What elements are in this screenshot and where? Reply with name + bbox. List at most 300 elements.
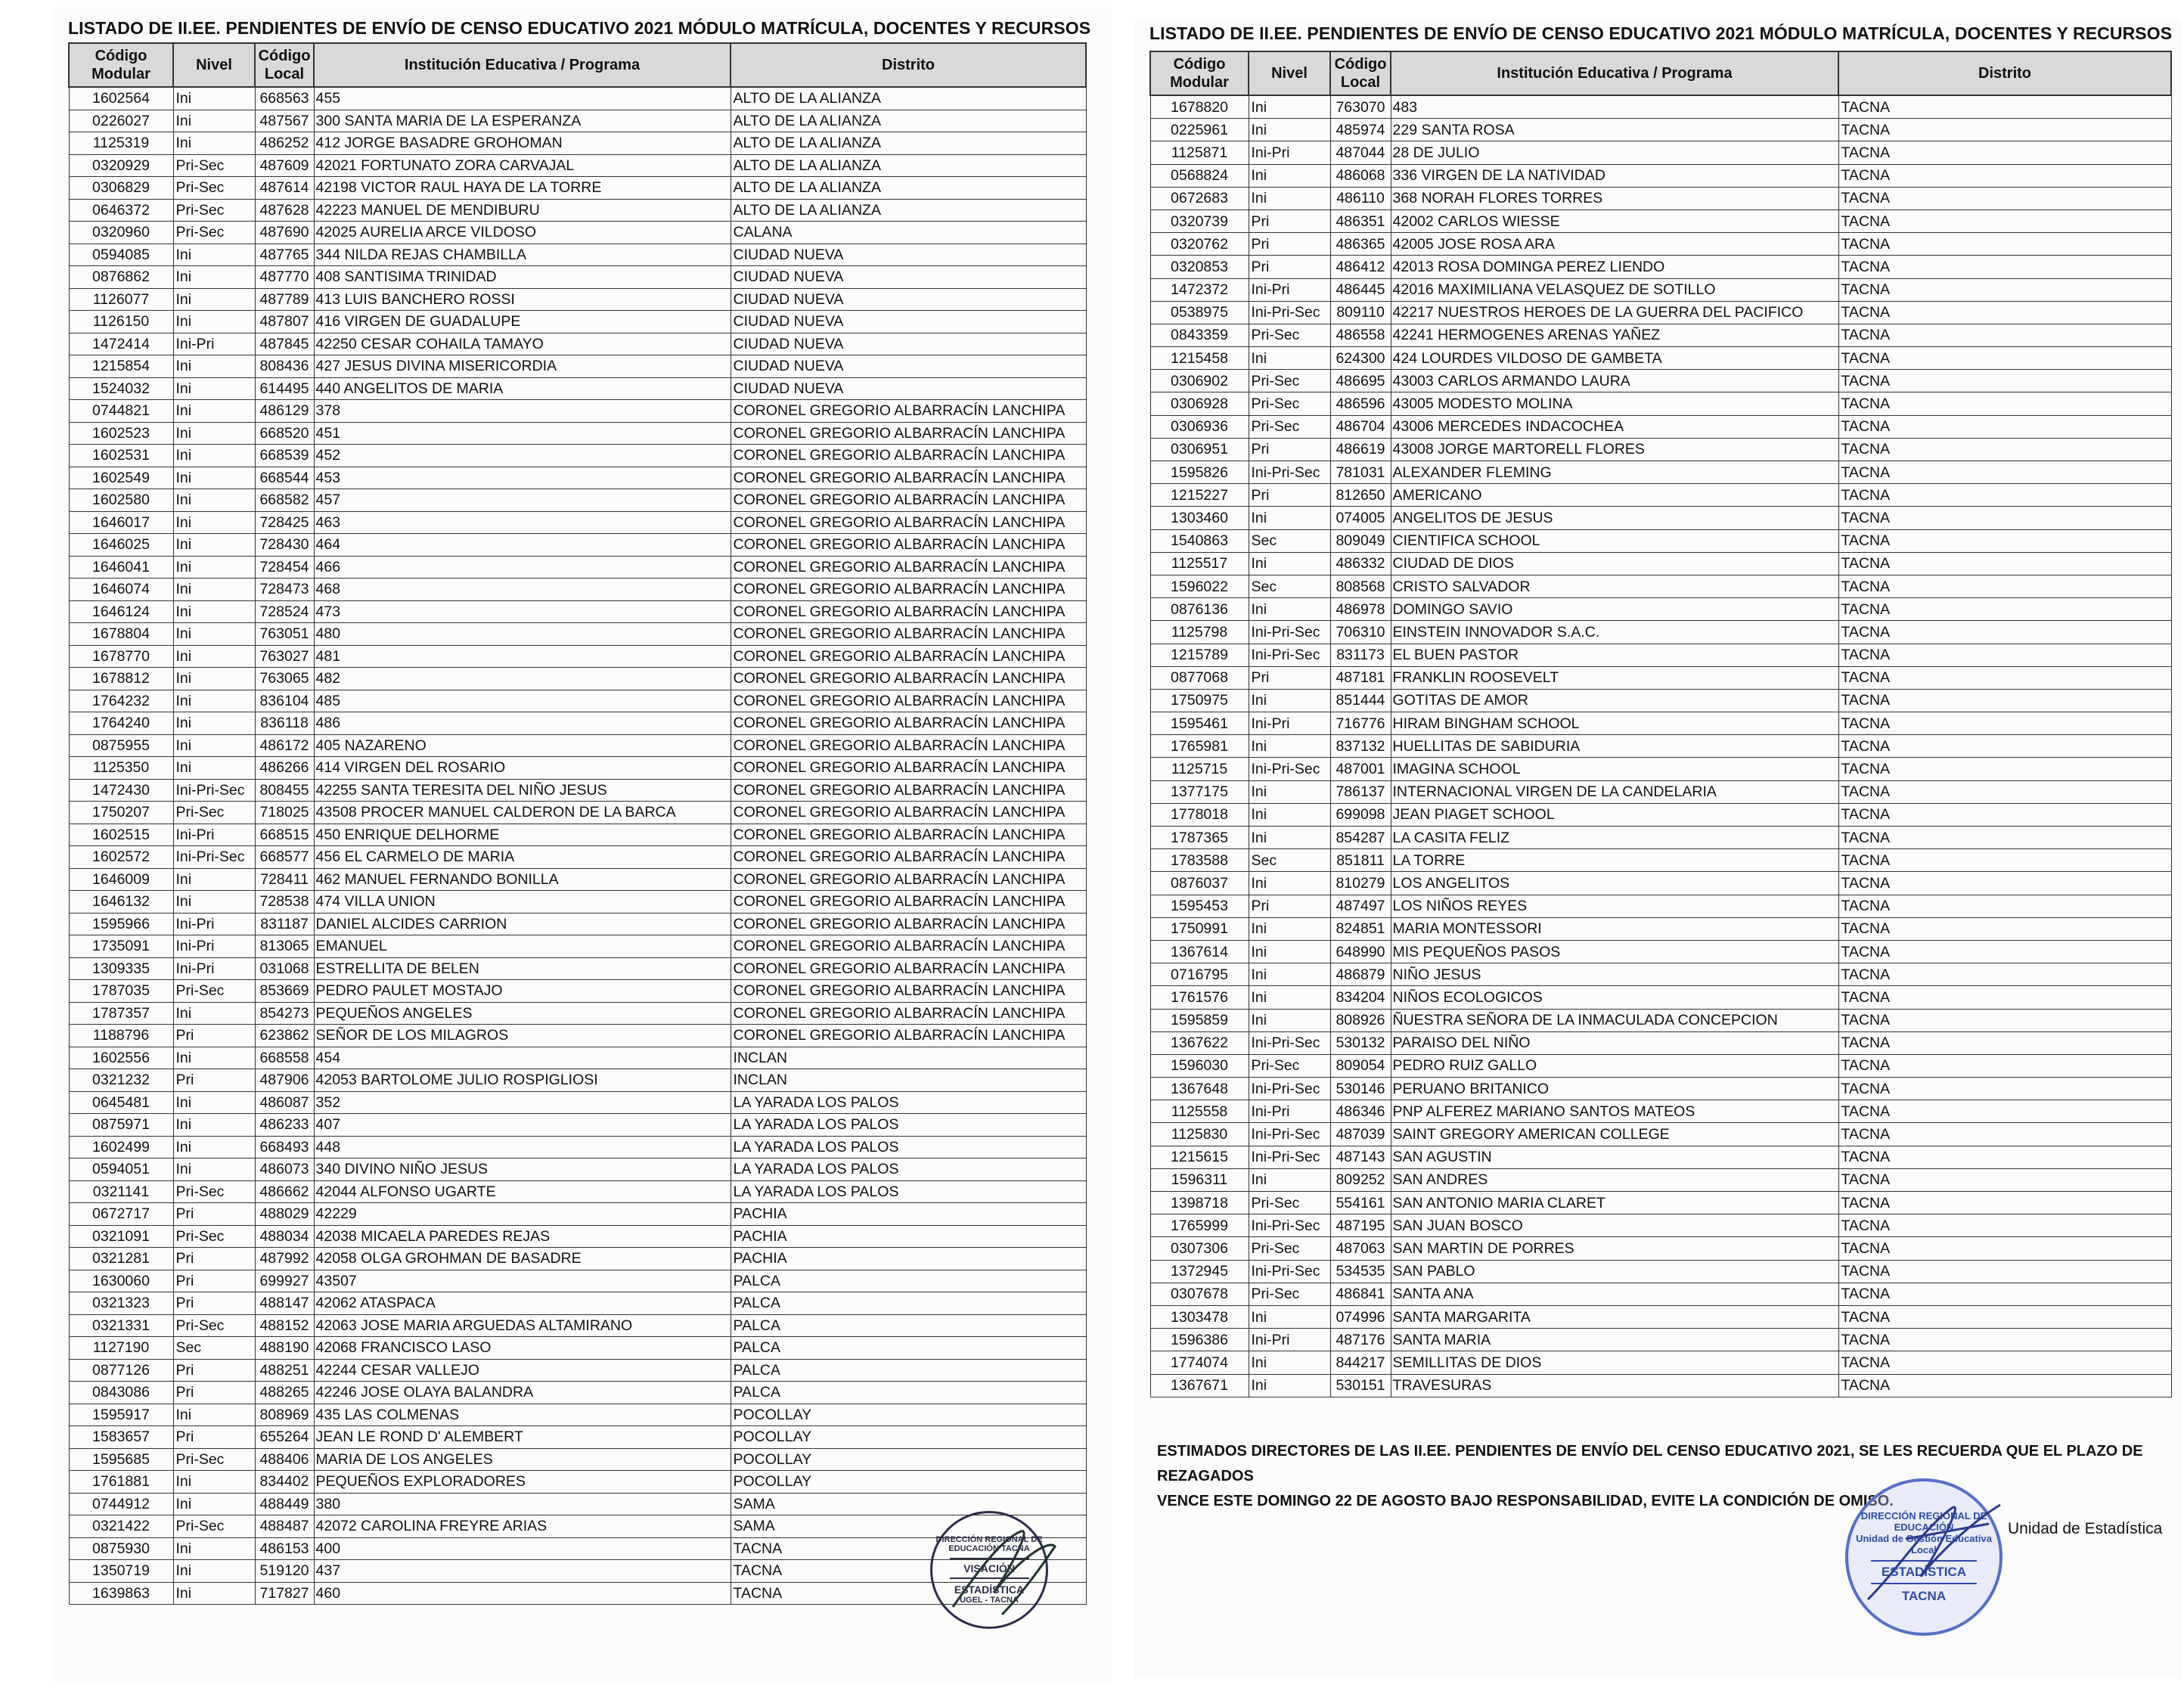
nivel-cell: Pri [1249,666,1330,689]
distrito-cell: TACNA [1838,1305,2171,1328]
distrito-cell: PALCA [731,1270,1086,1292]
table-row [1150,392,2171,415]
nivel-cell: Ini [1249,1351,1330,1374]
distrito-cell: CALANA [731,222,1086,244]
nivel-cell: Ini [173,132,255,155]
nivel-cell: Ini-Pri [1249,712,1330,735]
institucion-cell: EMANUEL [314,935,731,958]
nivel-cell: Ini [1249,963,1330,986]
institucion-cell: 42255 SANTA TERESITA DEL NIÑO JESUS [314,779,731,802]
distrito-cell: CORONEL GREGORIO ALBARRACÍN LANCHIPA [731,600,1086,623]
table-row [69,1025,1086,1047]
distrito-cell: CORONEL GREGORIO ALBARRACÍN LANCHIPA [731,489,1086,512]
codigo-local-cell: 668539 [255,445,314,467]
distrito-cell: TACNA [1838,164,2171,187]
distrito-cell: LA YARADA LOS PALOS [731,1091,1086,1114]
table-row [69,1337,1086,1360]
codigo-local-cell: 487195 [1330,1214,1391,1237]
codigo-modular-cell: 1764240 [69,712,173,735]
codigo-local-cell: 486978 [1330,598,1391,621]
codigo-local-cell: 851444 [1330,689,1391,712]
nivel-cell: Ini [173,757,255,780]
nivel-cell: Pri-Sec [173,1515,255,1538]
codigo-modular-cell: 1583657 [69,1426,173,1449]
institucion-cell: MARIA DE LOS ANGELES [314,1448,731,1471]
codigo-local-cell: 763027 [255,645,314,668]
codigo-local-cell: 809252 [1330,1168,1391,1191]
nivel-cell: Ini [173,110,255,132]
seal-inner-text: Unidad de Gestión Educativa Local [1856,1533,1992,1556]
table-row [69,1426,1086,1449]
codigo-modular-cell: 1472430 [69,779,173,802]
institucion-cell: 474 VILLA UNION [314,891,731,914]
codigo-local-cell: 668520 [255,422,314,445]
codigo-local-cell: 487765 [255,244,314,266]
codigo-modular-cell: 1678820 [1150,95,1249,119]
institucion-cell: EINSTEIN INNOVADOR S.A.C. [1391,621,1838,644]
table-row [1150,119,2171,141]
table-row [69,110,1086,132]
institucion-cell: 468 [314,579,731,601]
codigo-modular-cell: 1596386 [1150,1329,1249,1351]
codigo-modular-cell: 0646372 [69,199,173,222]
table-row [69,935,1086,958]
distrito-cell: CORONEL GREGORIO ALBARRACÍN LANCHIPA [731,445,1086,467]
institucion-cell: 407 [314,1114,731,1137]
nivel-cell: Ini [173,400,255,423]
institucion-cell: 473 [314,600,731,623]
notice-line-1: ESTIMADOS DIRECTORES DE LAS II.EE. PENDIENTES DE ENVÍO DEL CENSO EDUCATIVO 2021, SE LES RECUERDA QUE EL PLAZO DE REZAGADOS [1157,1443,2143,1484]
nivel-cell: Ini-Pri [1249,1100,1330,1123]
codigo-modular-cell: 1596030 [1150,1054,1249,1077]
institucion-cell: SAN AGUSTIN [1391,1146,1838,1168]
codigo-modular-cell: 1678770 [69,645,173,668]
nivel-cell: Pri-Sec [173,199,255,222]
nivel-cell: Pri-Sec [173,980,255,1003]
codigo-local-cell: 809110 [1330,301,1391,324]
nivel-cell: Pri-Sec [1249,1192,1330,1214]
codigo-local-cell: 853669 [255,980,314,1003]
codigo-modular-cell: 1761576 [1150,986,1249,1009]
institucion-cell: SANTA MARGARITA [1391,1305,1838,1328]
codigo-local-cell: 486596 [1330,392,1391,415]
nivel-cell: Ini [173,668,255,690]
header-nivel: Nivel [173,43,255,87]
institucion-cell: PARAISO DEL NIÑO [1391,1031,1838,1054]
distrito-cell: ALTO DE LA ALIANZA [731,110,1086,132]
codigo-modular-cell: 1765981 [1150,735,1249,758]
codigo-modular-cell: 1602523 [69,422,173,445]
distrito-cell: TACNA [1838,1283,2171,1305]
codigo-local-cell: 486445 [1330,278,1391,301]
codigo-local-cell: 623862 [255,1025,314,1047]
institucion-cell: 408 SANTISIMA TRINIDAD [314,266,731,289]
table-row [69,355,1086,378]
codigo-local-cell: 486704 [1330,415,1391,438]
distrito-cell: CIUDAD NUEVA [731,266,1086,289]
signature-icon [1860,1494,2012,1607]
table-row [69,712,1086,735]
nivel-cell: Ini [1249,827,1330,849]
codigo-modular-cell: 1783588 [1150,849,1249,872]
institucion-cell: FRANKLIN ROOSEVELT [1391,666,1838,689]
codigo-modular-cell: 0875955 [69,734,173,757]
nivel-cell: Ini-Pri-Sec [1249,1123,1330,1146]
stamp-center-text: VISACIÓN [950,1558,1029,1579]
distrito-cell: CIUDAD NUEVA [731,244,1086,266]
codigo-modular-cell: 1188796 [69,1025,173,1047]
table-row [1150,1305,2171,1328]
codigo-local-cell: 699927 [255,1270,314,1292]
institucion-cell: 435 LAS COLMENAS [314,1404,731,1426]
codigo-local-cell: 808436 [255,355,314,378]
nivel-cell: Ini-Pri-Sec [1249,1214,1330,1237]
table-row [69,779,1086,802]
distrito-cell: TACNA [1838,301,2171,324]
nivel-cell: Ini-Pri-Sec [1249,1146,1330,1168]
institucion-cell: PEDRO RUIZ GALLO [1391,1054,1838,1077]
table-row [1150,1031,2171,1054]
codigo-local-cell: 485974 [1330,119,1391,141]
right-table-body [1150,95,2171,1397]
institucion-cell: 482 [314,668,731,690]
table-row [69,87,1086,110]
institucion-cell: HIRAM BINGHAM SCHOOL [1391,712,1838,735]
institucion-cell: HUELLITAS DE SABIDURIA [1391,735,1838,758]
distrito-cell: CORONEL GREGORIO ALBARRACÍN LANCHIPA [731,556,1086,579]
nivel-cell: Ini [173,244,255,266]
codigo-local-cell: 728524 [255,600,314,623]
codigo-local-cell: 781031 [1330,461,1391,484]
codigo-modular-cell: 1646132 [69,891,173,914]
nivel-cell: Ini [1249,95,1330,119]
nivel-cell: Pri [173,1025,255,1047]
codigo-local-cell: 728425 [255,511,314,534]
institucion-cell: PERUANO BRITANICO [1391,1078,1838,1100]
distrito-cell: CIUDAD NUEVA [731,355,1086,378]
distrito-cell: CORONEL GREGORIO ALBARRACÍN LANCHIPA [731,400,1086,423]
distrito-cell: CORONEL GREGORIO ALBARRACÍN LANCHIPA [731,779,1086,802]
codigo-local-cell: 487845 [255,333,314,355]
codigo-modular-cell: 0744821 [69,400,173,423]
codigo-modular-cell: 0716795 [1150,963,1249,986]
table-row [1150,1351,2171,1374]
nivel-cell: Ini [173,891,255,914]
distrito-cell: CORONEL GREGORIO ALBARRACÍN LANCHIPA [731,422,1086,445]
codigo-modular-cell: 1472372 [1150,278,1249,301]
institucion-cell: SEÑOR DE LOS MILAGROS [314,1025,731,1047]
table-row [1150,712,2171,735]
distrito-cell: TACNA [1838,347,2171,370]
codigo-modular-cell: 0877126 [69,1359,173,1382]
codigo-modular-cell: 1125798 [1150,621,1249,644]
header-institucion: Institución Educativa / Programa [1391,51,1838,95]
nivel-cell: Ini [1249,1009,1330,1031]
table-row [1150,1123,2171,1146]
distrito-cell: TACNA [1838,849,2171,872]
table-row [69,1515,1086,1538]
institucion-cell: 466 [314,556,731,579]
codigo-modular-cell: 1126077 [69,288,173,311]
codigo-modular-cell: 1646025 [69,534,173,557]
table-row [69,980,1086,1003]
institucion-cell: ALEXANDER FLEMING [1391,461,1838,484]
notice-line-2: VENCE ESTE DOMINGO 22 DE AGOSTO BAJO RESPONSABILIDAD, EVITE LA CONDICIÓN DE OMISO. [1157,1493,1894,1509]
codigo-modular-cell: 1524032 [69,377,173,400]
codigo-modular-cell: 1646074 [69,579,173,601]
institucion-cell: PEQUEÑOS EXPLORADORES [314,1471,731,1494]
codigo-modular-cell: 0320762 [1150,233,1249,256]
institucion-cell: 464 [314,534,731,557]
codigo-modular-cell: 1646017 [69,511,173,534]
institucion-cell: 43003 CARLOS ARMANDO LAURA [1391,370,1838,392]
codigo-local-cell: 074005 [1330,507,1391,529]
codigo-modular-cell: 0320853 [1150,256,1249,278]
institucion-cell: 368 NORAH FLORES TORRES [1391,187,1838,209]
institucion-cell: PNP ALFEREZ MARIANO SANTOS MATEOS [1391,1100,1838,1123]
distrito-cell: TACNA [731,1560,1086,1583]
codigo-local-cell: 718025 [255,802,314,824]
institucion-cell: CIENTIFICA SCHOOL [1391,529,1838,552]
nivel-cell: Ini [1249,735,1330,758]
table-row [69,1270,1086,1292]
institucion-cell: DOMINGO SAVIO [1391,598,1838,621]
distrito-cell: TACNA [1838,1168,2171,1191]
table-row [1150,164,2171,187]
nivel-cell: Ini [173,511,255,534]
table-row [1150,1192,2171,1214]
institucion-cell: 42053 BARTOLOME JULIO ROSPIGLIOSI [314,1069,731,1092]
institucion-cell: LOS NIÑOS REYES [1391,895,1838,917]
codigo-local-cell: 486365 [1330,233,1391,256]
distrito-cell: INCLAN [731,1047,1086,1069]
institucion-cell: 463 [314,511,731,534]
nivel-cell: Ini [1249,689,1330,712]
nivel-cell: Ini-Pri-Sec [1249,461,1330,484]
nivel-cell: Pri [173,1382,255,1404]
nivel-cell: Ini [173,377,255,400]
table-row [1150,895,2171,917]
nivel-cell: Pri-Sec [1249,1237,1330,1260]
nivel-cell: Ini-Pri-Sec [1249,1260,1330,1283]
codigo-modular-cell: 1215227 [1150,484,1249,507]
distrito-cell: PACHIA [731,1203,1086,1226]
codigo-modular-cell: 1125350 [69,757,173,780]
nivel-cell: Ini-Pri-Sec [1249,758,1330,780]
left-page-title: LISTADO DE II.EE. PENDIENTES DE ENVÍO DE CENSO EDUCATIVO 2021 MÓDULO MATRÍCULA, DOCENTES Y RECURSOS [68,18,1091,38]
codigo-modular-cell: 1215854 [69,355,173,378]
codigo-local-cell: 486252 [255,132,314,155]
nivel-cell: Ini-Pri [173,935,255,958]
institucion-cell: IMAGINA SCHOOL [1391,758,1838,780]
codigo-modular-cell: 0226027 [69,110,173,132]
table-row [1150,1329,2171,1351]
distrito-cell: ALTO DE LA ALIANZA [731,199,1086,222]
distrito-cell: TACNA [1838,1260,2171,1283]
table-row [1150,1146,2171,1168]
nivel-cell: Ini [173,600,255,623]
institucion-cell: 42062 ATASPACA [314,1292,731,1315]
codigo-local-cell: 486412 [1330,256,1391,278]
codigo-local-cell: 487690 [255,222,314,244]
codigo-local-cell: 530132 [1330,1031,1391,1054]
distrito-cell: CORONEL GREGORIO ALBARRACÍN LANCHIPA [731,980,1086,1003]
distrito-cell: LA YARADA LOS PALOS [731,1180,1086,1203]
table-row [69,1448,1086,1471]
distrito-cell: TACNA [1838,1100,2171,1123]
institucion-cell: SAN PABLO [1391,1260,1838,1283]
codigo-modular-cell: 1215789 [1150,644,1249,666]
table-row [69,445,1086,467]
table-row [69,511,1086,534]
table-row [69,891,1086,914]
institucion-cell: 400 [314,1537,731,1560]
table-row [69,199,1086,222]
nivel-cell: Ini-Pri [1249,278,1330,301]
codigo-modular-cell: 1630060 [69,1270,173,1292]
codigo-local-cell: 486073 [255,1159,314,1181]
distrito-cell: POCOLLAY [731,1426,1086,1449]
codigo-modular-cell: 1750207 [69,802,173,824]
nivel-cell: Pri-Sec [1249,1283,1330,1305]
table-row [69,1248,1086,1270]
nivel-cell: Ini [173,1047,255,1069]
codigo-local-cell: 854287 [1330,827,1391,849]
distrito-cell: TACNA [731,1537,1086,1560]
institucion-cell: 352 [314,1091,731,1114]
distrito-cell: CORONEL GREGORIO ALBARRACÍN LANCHIPA [731,913,1086,935]
codigo-modular-cell: 1646041 [69,556,173,579]
distrito-cell: TACNA [1838,872,2171,895]
unidad-estadistica-label: Unidad de Estadística [2008,1520,2163,1537]
distrito-cell: CORONEL GREGORIO ALBARRACÍN LANCHIPA [731,846,1086,869]
distrito-cell: CIUDAD NUEVA [731,288,1086,311]
distrito-cell: PACHIA [731,1248,1086,1270]
nivel-cell: Ini [173,645,255,668]
distrito-cell: TACNA [1838,1374,2171,1397]
codigo-local-cell: 486129 [255,400,314,423]
distrito-cell: TACNA [1838,370,2171,392]
institucion-cell: 483 [1391,95,1838,119]
codigo-modular-cell: 0306902 [1150,370,1249,392]
codigo-modular-cell: 1372945 [1150,1260,1249,1283]
institucion-cell: 451 [314,422,731,445]
codigo-modular-cell: 1787365 [1150,827,1249,849]
nivel-cell: Ini [173,87,255,110]
nivel-cell: Pri-Sec [1249,392,1330,415]
table-row [1150,256,2171,278]
distrito-cell: TACNA [1838,95,2171,119]
nivel-cell: Ini [1249,1168,1330,1191]
codigo-local-cell: 486068 [1330,164,1391,187]
nivel-cell: Ini [173,534,255,557]
codigo-modular-cell: 0321323 [69,1292,173,1315]
table-row [69,1314,1086,1337]
codigo-local-cell: 668558 [255,1047,314,1069]
codigo-modular-cell: 1595966 [69,913,173,935]
table-row [1150,963,2171,986]
institucion-cell: 42005 JOSE ROSA ARA [1391,233,1838,256]
distrito-cell: CIUDAD NUEVA [731,311,1086,333]
institucion-cell: 416 VIRGEN DE GUADALUPE [314,311,731,333]
nivel-cell: Pri [173,1270,255,1292]
codigo-local-cell: 854273 [255,1002,314,1025]
nivel-cell: Pri-Sec [173,222,255,244]
nivel-cell: Pri [1249,256,1330,278]
codigo-local-cell: 486351 [1330,209,1391,232]
table-row [1150,461,2171,484]
nivel-cell: Ini [173,1493,255,1515]
table-row [69,467,1086,489]
institucion-cell: NIÑOS ECOLOGICOS [1391,986,1838,1009]
table-row [69,400,1086,423]
distrito-cell: CORONEL GREGORIO ALBARRACÍN LANCHIPA [731,668,1086,690]
institucion-cell: JEAN LE ROND D' ALEMBERT [314,1426,731,1449]
distrito-cell: CORONEL GREGORIO ALBARRACÍN LANCHIPA [731,1025,1086,1047]
nivel-cell: Ini [173,556,255,579]
left-table-body [69,87,1086,1605]
codigo-modular-cell: 1367614 [1150,940,1249,963]
distrito-cell: TACNA [1838,209,2171,232]
codigo-local-cell: 486879 [1330,963,1391,986]
codigo-modular-cell: 1735091 [69,935,173,958]
institucion-cell: 336 VIRGEN DE LA NATIVIDAD [1391,164,1838,187]
table-row [69,868,1086,891]
codigo-modular-cell: 0306829 [69,177,173,200]
institucion-cell: 42241 HERMOGENES ARENAS YAÑEZ [1391,324,1838,346]
codigo-local-cell: 668493 [255,1136,314,1159]
nivel-cell: Ini [173,1114,255,1137]
nivel-cell: Ini-Pri [173,913,255,935]
nivel-cell: Pri [1249,484,1330,507]
codigo-local-cell: 488265 [255,1382,314,1404]
table-row [1150,552,2171,575]
codigo-modular-cell: 1595453 [1150,895,1249,917]
nivel-cell: Pri-Sec [173,1180,255,1203]
institucion-cell: 42244 CESAR VALLEJO [314,1359,731,1382]
table-row [69,1471,1086,1494]
institucion-cell: 457 [314,489,731,512]
distrito-cell: CORONEL GREGORIO ALBARRACÍN LANCHIPA [731,690,1086,712]
codigo-local-cell: 648990 [1330,940,1391,963]
codigo-modular-cell: 1367648 [1150,1078,1249,1100]
institucion-cell: 414 VIRGEN DEL ROSARIO [314,757,731,780]
institucion-cell: 42016 MAXIMILIANA VELASQUEZ DE SOTILLO [1391,278,1838,301]
nivel-cell: Pri [1249,233,1330,256]
table-row [1150,529,2171,552]
codigo-modular-cell: 1595859 [1150,1009,1249,1031]
codigo-local-cell: 487063 [1330,1237,1391,1260]
table-row [69,1493,1086,1515]
codigo-local-cell: 486619 [1330,438,1391,461]
nivel-cell: Ini-Pri [173,824,255,846]
table-row [1150,735,2171,758]
codigo-modular-cell: 1367671 [1150,1374,1249,1397]
distrito-cell: TACNA [1838,529,2171,552]
codigo-modular-cell: 0843359 [1150,324,1249,346]
distrito-cell: TACNA [1838,644,2171,666]
nivel-cell: Pri-Sec [173,1225,255,1248]
institucion-cell: 344 NILDA REJAS CHAMBILLA [314,244,731,266]
codigo-modular-cell: 1602564 [69,87,173,110]
institucion-cell: 43508 PROCER MANUEL CALDERON DE LA BARCA [314,802,731,824]
distrito-cell: TACNA [1838,803,2171,826]
codigo-modular-cell: 0876136 [1150,598,1249,621]
codigo-local-cell: 486153 [255,1537,314,1560]
codigo-modular-cell: 1125830 [1150,1123,1249,1146]
codigo-local-cell: 831173 [1330,644,1391,666]
table-row [69,824,1086,846]
